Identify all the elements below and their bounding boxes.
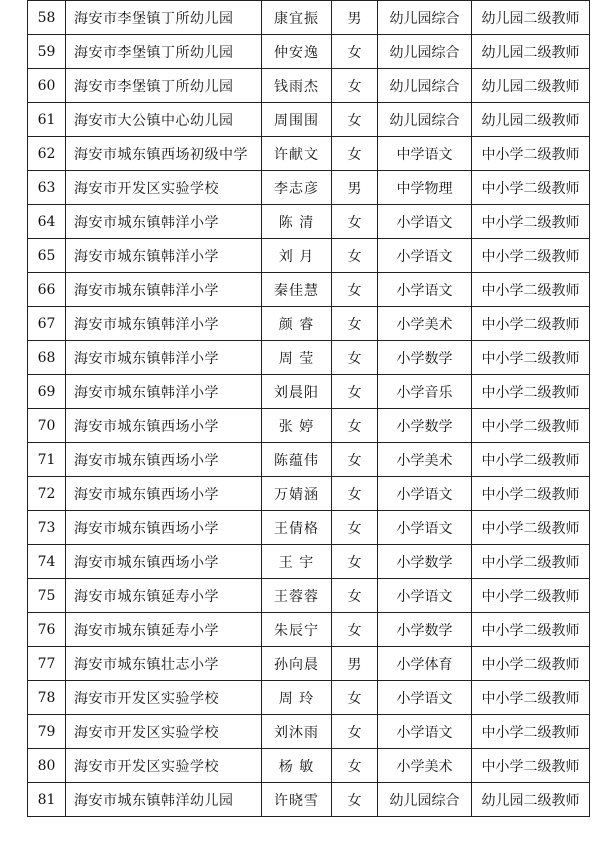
table-row	[28, 477, 590, 511]
teacher-gender: 女	[332, 715, 378, 749]
school-name: 海安市开发区实验学校	[66, 681, 262, 715]
professional-title: 中小学二级教师	[472, 443, 590, 477]
row-number: 58	[28, 1, 66, 35]
professional-title: 幼儿园二级教师	[472, 69, 590, 103]
teaching-subject: 小学语文	[378, 477, 472, 511]
teaching-subject: 小学数学	[378, 545, 472, 579]
school-name: 海安市城东镇韩洋小学	[66, 239, 262, 273]
teacher-gender: 女	[332, 477, 378, 511]
row-number: 71	[28, 443, 66, 477]
row-number: 61	[28, 103, 66, 137]
teaching-subject: 小学美术	[378, 749, 472, 783]
teacher-gender: 女	[332, 205, 378, 239]
teacher-name: 许献文	[262, 137, 332, 171]
teacher-name: 许晓雪	[262, 783, 332, 817]
row-number: 66	[28, 273, 66, 307]
school-name: 海安市城东镇韩洋小学	[66, 307, 262, 341]
teaching-subject: 中学语文	[378, 137, 472, 171]
teacher-name: 陈 清	[262, 205, 332, 239]
professional-title: 中小学二级教师	[472, 375, 590, 409]
teaching-subject: 小学数学	[378, 613, 472, 647]
teacher-name: 朱辰宁	[262, 613, 332, 647]
teacher-table-body	[28, 1, 590, 817]
teacher-name: 周 莹	[262, 341, 332, 375]
teaching-subject: 幼儿园综合	[378, 783, 472, 817]
professional-title: 中小学二级教师	[472, 171, 590, 205]
professional-title: 中小学二级教师	[472, 579, 590, 613]
teacher-table	[27, 0, 590, 817]
teacher-gender: 女	[332, 613, 378, 647]
table-row	[28, 341, 590, 375]
teaching-subject: 小学语文	[378, 681, 472, 715]
teaching-subject: 幼儿园综合	[378, 69, 472, 103]
teacher-name: 钱雨杰	[262, 69, 332, 103]
table-row	[28, 205, 590, 239]
row-number: 73	[28, 511, 66, 545]
school-name: 海安市城东镇韩洋小学	[66, 375, 262, 409]
teacher-name: 秦佳慧	[262, 273, 332, 307]
professional-title: 幼儿园二级教师	[472, 103, 590, 137]
table-row	[28, 69, 590, 103]
teacher-name: 康宜振	[262, 1, 332, 35]
row-number: 78	[28, 681, 66, 715]
school-name: 海安市城东镇延寿小学	[66, 613, 262, 647]
table-row	[28, 613, 590, 647]
table-row	[28, 171, 590, 205]
table-row	[28, 715, 590, 749]
teacher-gender: 女	[332, 579, 378, 613]
teacher-gender: 女	[332, 307, 378, 341]
row-number: 70	[28, 409, 66, 443]
table-row	[28, 545, 590, 579]
teacher-gender: 女	[332, 783, 378, 817]
professional-title: 中小学二级教师	[472, 715, 590, 749]
row-number: 79	[28, 715, 66, 749]
teacher-gender: 女	[332, 35, 378, 69]
teaching-subject: 中学物理	[378, 171, 472, 205]
professional-title: 幼儿园二级教师	[472, 1, 590, 35]
teacher-gender: 女	[332, 273, 378, 307]
table-row	[28, 103, 590, 137]
school-name: 海安市城东镇韩洋幼儿园	[66, 783, 262, 817]
teacher-gender: 女	[332, 69, 378, 103]
teaching-subject: 小学语文	[378, 579, 472, 613]
school-name: 海安市城东镇韩洋小学	[66, 341, 262, 375]
table-row	[28, 307, 590, 341]
table-row	[28, 783, 590, 817]
teaching-subject: 小学语文	[378, 239, 472, 273]
professional-title: 中小学二级教师	[472, 409, 590, 443]
professional-title: 幼儿园二级教师	[472, 783, 590, 817]
row-number: 63	[28, 171, 66, 205]
school-name: 海安市城东镇延寿小学	[66, 579, 262, 613]
teacher-name: 刘 月	[262, 239, 332, 273]
teacher-gender: 女	[332, 749, 378, 783]
row-number: 74	[28, 545, 66, 579]
teacher-gender: 女	[332, 375, 378, 409]
teacher-name: 刘晨阳	[262, 375, 332, 409]
table-row	[28, 511, 590, 545]
teacher-gender: 女	[332, 103, 378, 137]
teaching-subject: 幼儿园综合	[378, 1, 472, 35]
row-number: 67	[28, 307, 66, 341]
table-row	[28, 239, 590, 273]
teacher-gender: 女	[332, 511, 378, 545]
professional-title: 中小学二级教师	[472, 477, 590, 511]
school-name: 海安市城东镇韩洋小学	[66, 273, 262, 307]
row-number: 69	[28, 375, 66, 409]
teacher-gender: 女	[332, 409, 378, 443]
school-name: 海安市城东镇西场小学	[66, 545, 262, 579]
teacher-name: 颜 睿	[262, 307, 332, 341]
school-name: 海安市城东镇西场小学	[66, 477, 262, 511]
teacher-name: 陈蕴伟	[262, 443, 332, 477]
school-name: 海安市城东镇西场小学	[66, 443, 262, 477]
teacher-name: 张 婷	[262, 409, 332, 443]
row-number: 60	[28, 69, 66, 103]
professional-title: 中小学二级教师	[472, 647, 590, 681]
table-row	[28, 749, 590, 783]
row-number: 77	[28, 647, 66, 681]
school-name: 海安市大公镇中心幼儿园	[66, 103, 262, 137]
school-name: 海安市城东镇西场小学	[66, 511, 262, 545]
teacher-name: 王蓉蓉	[262, 579, 332, 613]
teaching-subject: 小学语文	[378, 273, 472, 307]
table-row	[28, 443, 590, 477]
professional-title: 中小学二级教师	[472, 613, 590, 647]
teaching-subject: 小学语文	[378, 715, 472, 749]
school-name: 海安市李堡镇丁所幼儿园	[66, 35, 262, 69]
teacher-gender: 男	[332, 171, 378, 205]
teacher-name: 周 玲	[262, 681, 332, 715]
teacher-name: 王 宇	[262, 545, 332, 579]
teacher-name: 孙向晨	[262, 647, 332, 681]
teaching-subject: 小学体育	[378, 647, 472, 681]
teacher-gender: 女	[332, 239, 378, 273]
school-name: 海安市城东镇西场初级中学	[66, 137, 262, 171]
school-name: 海安市城东镇韩洋小学	[66, 205, 262, 239]
professional-title: 中小学二级教师	[472, 205, 590, 239]
school-name: 海安市李堡镇丁所幼儿园	[66, 69, 262, 103]
professional-title: 中小学二级教师	[472, 681, 590, 715]
table-row	[28, 681, 590, 715]
teacher-name: 杨 敏	[262, 749, 332, 783]
teacher-name: 周围围	[262, 103, 332, 137]
teacher-name: 仲安逸	[262, 35, 332, 69]
row-number: 72	[28, 477, 66, 511]
teacher-gender: 女	[332, 443, 378, 477]
table-row	[28, 137, 590, 171]
row-number: 59	[28, 35, 66, 69]
professional-title: 中小学二级教师	[472, 307, 590, 341]
table-row	[28, 375, 590, 409]
row-number: 62	[28, 137, 66, 171]
teacher-name: 刘沐雨	[262, 715, 332, 749]
professional-title: 中小学二级教师	[472, 749, 590, 783]
table-row	[28, 409, 590, 443]
school-name: 海安市李堡镇丁所幼儿园	[66, 1, 262, 35]
school-name: 海安市开发区实验学校	[66, 171, 262, 205]
row-number: 75	[28, 579, 66, 613]
teacher-gender: 男	[332, 647, 378, 681]
row-number: 64	[28, 205, 66, 239]
teacher-gender: 女	[332, 681, 378, 715]
teaching-subject: 小学语文	[378, 511, 472, 545]
professional-title: 中小学二级教师	[472, 341, 590, 375]
teacher-name: 李志彦	[262, 171, 332, 205]
teaching-subject: 小学数学	[378, 341, 472, 375]
school-name: 海安市城东镇壮志小学	[66, 647, 262, 681]
table-row	[28, 1, 590, 35]
teacher-list-sheet	[27, 0, 589, 817]
professional-title: 中小学二级教师	[472, 137, 590, 171]
table-row	[28, 647, 590, 681]
table-row	[28, 273, 590, 307]
school-name: 海安市开发区实验学校	[66, 749, 262, 783]
school-name: 海安市城东镇西场小学	[66, 409, 262, 443]
teaching-subject: 小学语文	[378, 205, 472, 239]
professional-title: 中小学二级教师	[472, 511, 590, 545]
row-number: 81	[28, 783, 66, 817]
teaching-subject: 小学美术	[378, 443, 472, 477]
professional-title: 中小学二级教师	[472, 239, 590, 273]
table-row	[28, 579, 590, 613]
teacher-name: 王倩格	[262, 511, 332, 545]
school-name: 海安市开发区实验学校	[66, 715, 262, 749]
professional-title: 中小学二级教师	[472, 545, 590, 579]
row-number: 80	[28, 749, 66, 783]
teacher-gender: 男	[332, 1, 378, 35]
teaching-subject: 小学美术	[378, 307, 472, 341]
row-number: 76	[28, 613, 66, 647]
teaching-subject: 小学音乐	[378, 375, 472, 409]
teaching-subject: 小学数学	[378, 409, 472, 443]
table-row	[28, 35, 590, 69]
teacher-gender: 女	[332, 341, 378, 375]
teaching-subject: 幼儿园综合	[378, 103, 472, 137]
professional-title: 中小学二级教师	[472, 273, 590, 307]
teacher-gender: 女	[332, 545, 378, 579]
professional-title: 幼儿园二级教师	[472, 35, 590, 69]
teaching-subject: 幼儿园综合	[378, 35, 472, 69]
row-number: 65	[28, 239, 66, 273]
teacher-name: 万婧涵	[262, 477, 332, 511]
teacher-gender: 女	[332, 137, 378, 171]
row-number: 68	[28, 341, 66, 375]
